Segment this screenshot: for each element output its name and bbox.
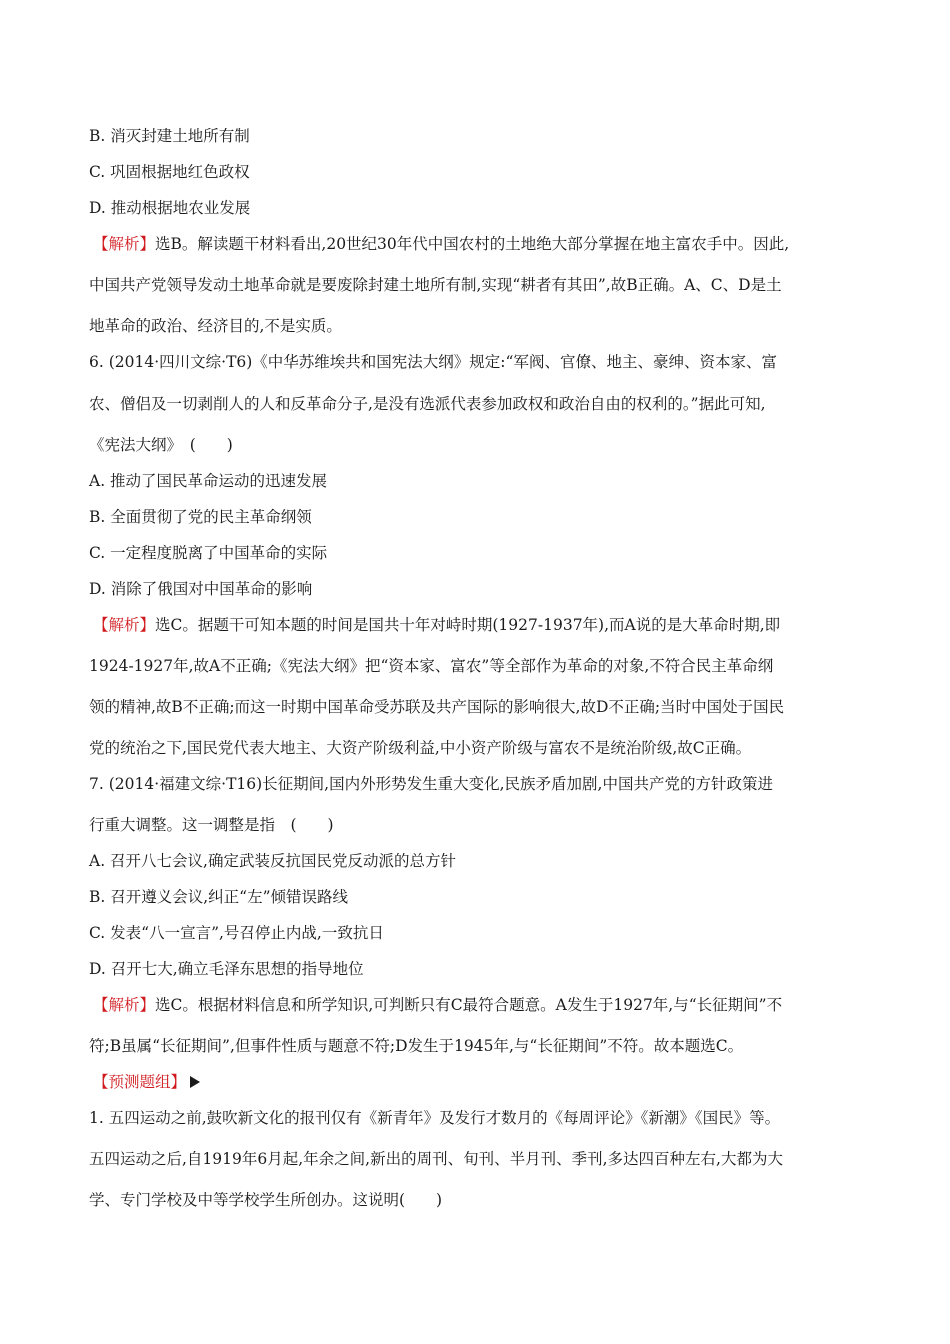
q6-option-a: A. 推动了国民革命运动的迅速发展	[89, 472, 328, 490]
predict-q1-line-2: 五四运动之后,自1919年6月起,年余之间,新出的周刊、旬刊、半月刊、季刊,多达四百种左右,大都为大	[89, 1150, 783, 1168]
q5-analysis-line-3: 地革命的政治、经济目的,不是实质。	[89, 317, 342, 335]
q5-analysis-line-1: 【解析】选B。解读题干材料看出,20世纪30年代中国农村的土地绝大部分掌握在地主富农手中。因此,	[93, 235, 790, 253]
predict-tag: 【预测题组】	[93, 1073, 187, 1091]
predict-q1-line-1: 1. 五四运动之前,鼓吹新文化的报刊仅有《新青年》及发行才数月的《每周评论》《新潮》《国民》等。	[89, 1109, 781, 1127]
q6-analysis-line-2: 1924-1927年,故A不正确;《宪法大纲》把“资本家、富农”等全部作为革命的对象,不符合民主革命纲	[89, 657, 774, 675]
q7-option-c: C. 发表“八一宣言”,号召停止内战,一致抗日	[89, 924, 384, 942]
q5-option-c: C. 巩固根据地红色政权	[89, 163, 250, 181]
q6-analysis-line-4: 党的统治之下,国民党代表大地主、大资产阶级利益,中小资产阶级与富农不是统治阶级,故C正确。	[89, 739, 752, 757]
analysis-tag: 【解析】	[93, 235, 156, 253]
q5-analysis-line-2: 中国共产党领导发动土地革命就是要废除封建土地所有制,实现“耕者有其田”,故B正确。A、C、D是土	[89, 276, 782, 294]
q6-option-d: D. 消除了俄国对中国革命的影响	[89, 580, 313, 598]
q5-option-b: B. 消灭封建土地所有制	[89, 127, 250, 145]
analysis-tag: 【解析】	[93, 996, 156, 1014]
q6-stem-line-1: 6. (2014·四川文综·T6)《中华苏维埃共和国宪法大纲》规定:“军阀、官僚、地主、豪绅、资本家、富	[89, 353, 777, 371]
q6-option-b: B. 全面贯彻了党的民主革命纲领	[89, 508, 312, 526]
analysis-tag: 【解析】	[93, 616, 156, 634]
predict-q1-line-3: 学、专门学校及中等学校学生所创办。这说明( )	[89, 1191, 443, 1209]
predict-section-heading	[93, 1072, 200, 1092]
q5-option-d: D. 推动根据地农业发展	[89, 199, 251, 217]
q6-option-c: C. 一定程度脱离了中国革命的实际	[89, 544, 328, 562]
q7-stem-line-1: 7. (2014·福建文综·T16)长征期间,国内外形势发生重大变化,民族矛盾加剧,中国共产党的方针政策进	[89, 775, 773, 793]
q7-stem-line-2: 行重大调整。这一调整是指 ( )	[89, 816, 334, 834]
q7-option-a: A. 召开八七会议,确定武装反抗国民党反动派的总方针	[89, 852, 456, 870]
q7-analysis-line-2: 符;B虽属“长征期间”,但事件性质与题意不符;D发生于1945年,与“长征期间”不符。故本题选C。	[89, 1037, 744, 1055]
triangle-right-icon	[190, 1076, 200, 1088]
q6-analysis-line-1: 【解析】选C。据题干可知本题的时间是国共十年对峙时期(1927-1937年),而A说的是大革命时期,即	[93, 616, 781, 634]
q6-stem-line-3: 《宪法大纲》 ( )	[89, 436, 233, 454]
q7-analysis-line-1: 【解析】选C。根据材料信息和所学知识,可判断只有C最符合题意。A发生于1927年,与“长征期间”不	[93, 996, 783, 1014]
q6-analysis-line-3: 领的精神,故B不正确;而这一时期中国革命受苏联及共产国际的影响很大,故D不正确;当时中国处于国民	[89, 698, 785, 716]
q6-stem-line-2: 农、僧侣及一切剥削人的人和反革命分子,是没有选派代表参加政权和政治自由的权利的。”据此可知,	[89, 395, 766, 413]
q7-option-d: D. 召开七大,确立毛泽东思想的指导地位	[89, 960, 364, 978]
q7-option-b: B. 召开遵义会议,纠正“左”倾错误路线	[89, 888, 349, 906]
